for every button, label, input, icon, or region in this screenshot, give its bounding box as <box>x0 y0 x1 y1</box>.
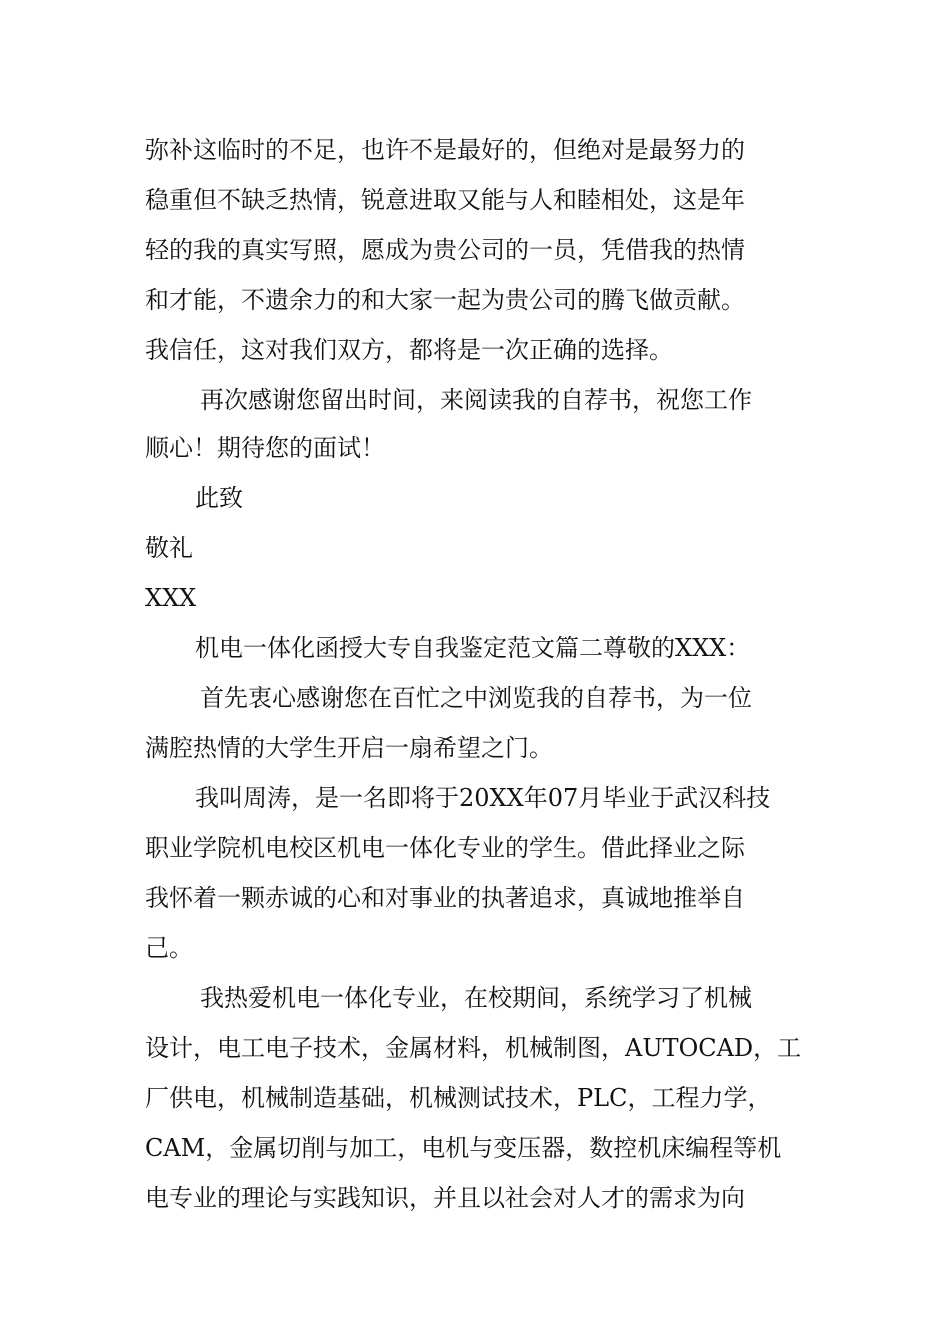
text-line-13: 满腔热情的大学生开启一扇希望之门。 <box>145 734 553 762</box>
text-line-21: CAM，金属切削与加工，电机与变压器，数控机床编程等机 <box>145 1134 782 1162</box>
text-line-15: 职业学院机电校区机电一体化专业的学生。借此择业之际 <box>145 834 745 862</box>
text-line-17: 己。 <box>145 934 193 962</box>
salutation-ci-zhi: 此致 <box>195 484 243 512</box>
text-line-7: 顺心！期待您的面试！ <box>145 434 385 462</box>
text-line-18: 我热爱机电一体化专业，在校期间，系统学习了机械 <box>200 984 752 1012</box>
signature-name: XXX <box>145 584 197 612</box>
text-line-2: 稳重但不缺乏热情，锐意进取又能与人和睦相处，这是年 <box>145 186 745 214</box>
text-line-22: 电专业的理论与实践知识，并且以社会对人才的需求为向 <box>145 1184 745 1212</box>
salutation-jing-li: 敬礼 <box>145 534 193 562</box>
section-heading: 机电一体化函授大专自我鉴定范文篇二尊敬的XXX： <box>195 634 751 662</box>
text-line-5: 我信任，这对我们双方，都将是一次正确的选择。 <box>145 336 673 364</box>
text-line-12: 首先衷心感谢您在百忙之中浏览我的自荐书，为一位 <box>200 684 752 712</box>
text-line-16: 我怀着一颗赤诚的心和对事业的执著追求，真诚地推举自 <box>145 884 745 912</box>
text-line-6: 再次感谢您留出时间，来阅读我的自荐书，祝您工作 <box>200 386 752 414</box>
text-line-1: 弥补这临时的不足，也许不是最好的，但绝对是最努力的 <box>145 136 745 164</box>
text-line-20: 厂供电，机械制造基础，机械测试技术，PLC，工程力学， <box>145 1084 772 1112</box>
text-line-14: 我叫周涛，是一名即将于20XX年07月毕业于武汉科技 <box>195 784 771 812</box>
text-line-3: 轻的我的真实写照，愿成为贵公司的一员，凭借我的热情 <box>145 236 745 264</box>
text-line-4: 和才能，不遗余力的和大家一起为贵公司的腾飞做贡献。 <box>145 286 745 314</box>
text-line-19: 设计，电工电子技术，金属材料，机械制图，AUTOCAD，工 <box>145 1034 802 1062</box>
